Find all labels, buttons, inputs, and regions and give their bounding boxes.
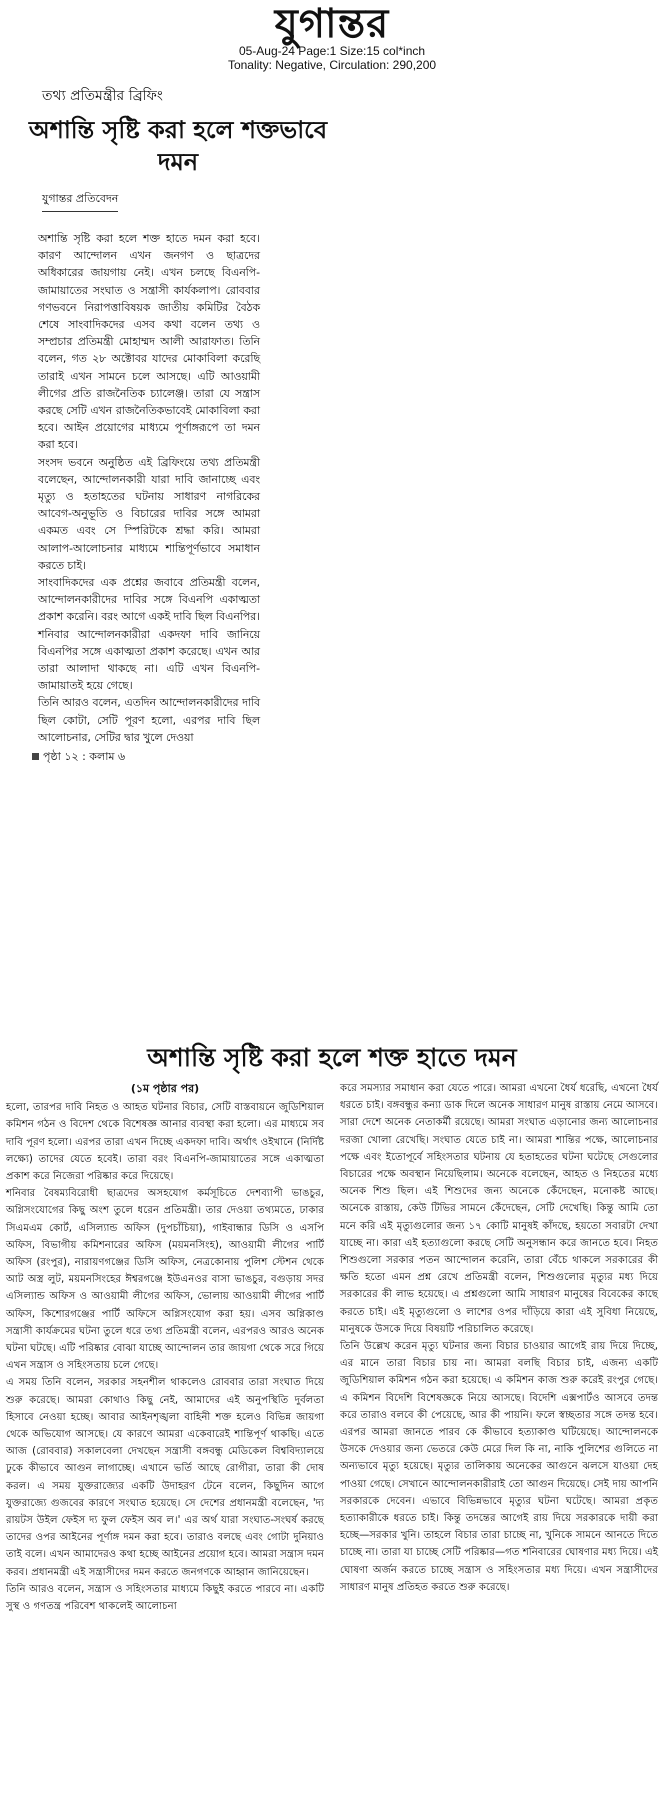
article-paragraph: সংসদ ভবনে অনুষ্ঠিত এই ব্রিফিংয়ে তথ্য প্রতিমন্ত্রী বলেছেন, আন্দোলনকারী যারা দাবি জানাচ্ছে এবং মৃত্যু ও হতাহতের ঘটনায় সাধারণ নাগরিকের আবেগ-অনুভূতি ও বিচারের দাবির সঙ্গে আমরা একমত এবং সে স্পিরিটকে শ্রদ্ধা করি। আমরা আলাপ-আলোচনার মাধ্যমে শান্তিপূর্ণভাবে সমাধান করতে চাই।: [38, 455, 260, 572]
continuation-right-column: [340, 1080, 658, 1615]
continuation-left-column: [6, 1080, 324, 1615]
continuation-paragraph: তিনি উল্লেখ করেন মৃত্যু ঘটনার জন্য বিচার চাওয়ার আগেই রায় দিয়ে দিচ্ছে, এর মানে তারা বিচার চায় না। আমরা বলছি বিচার চাই, এজন্য একটি জুডিশিয়াল কমিশন গঠন করা হয়েছে। এ কমিশন কাজ শুরু করেই রংপুর গেছে। এ কমিশন বিদেশি বিশেষজ্ঞকে নিয়ে আসছে। বিদেশি এক্সপার্টও আসবে তদন্ত করে তারাও বলবে কী পেয়েছে, আর কী পায়নি। ফলে স্বচ্ছতার সঙ্গে তদন্ত হবে। এরপর আমরা জানতে পারব কে কীভাবে হত্যাকাণ্ড ঘটিয়েছে। আন্দোলনকে উসকে দেওয়ার জন্য ভেতরে কেউ মেরে দিল কি না, নাকি পুলিশের গুলিতে না অন্যভাবে মৃত্যু হয়েছে। মৃত্যুর তালিকায় অনেকের আগুনে ঝলসে যাওয়া দেহ পাওয়া গেছে। সেখানে আন্দোলনকারীরাই তো আগুন দিয়েছে। সেই দায় আপনি সরকারকে দেবেন। এভাবে বিভিন্নভাবে মৃত্যুর ঘটনা ঘটেছে। আমরা প্রকৃত হত্যাকারীকে ধরতে চাই। কিন্তু তদন্তের আগেই রায় দিয়ে সরকারকে দায়ী করা হচ্ছে—সরকার খুনি। তাহলে বিচার তারা চাচ্ছে না, খুনিকে সামনে আনতে দিতে চাচ্ছে না। তারা যা চাচ্ছে সেটি পরিষ্কার—গত শনিবারের ঘোষণার মধ্য দিয়ে। এই ঘোষণা অর্জন করতে চাচ্ছে সন্ত্রাস ও সহিংসতার মধ্য দিয়ে। এখন সন্ত্রাসীদের সাধারণ মানুষ প্রতিহত করতে শুরু করেছে।: [340, 1341, 658, 1593]
clipping-tonality: Tonality: Negative, Circulation: 290,200: [227, 58, 437, 72]
continuation-paragraph: শনিবার বৈষম্যবিরোধী ছাত্রদের অসহযোগ কর্মসূচিতে দেশব্যাপী ভাঙচুর, অগ্নিসংযোগের কিছু অংশ তুলে ধরেন প্রতিমন্ত্রী। তার দেওয়া তথ্যমতে, ঢাকার সিএমএম কোর্ট, এসিল্যান্ড অফিস (দুপচাঁচিয়া), গাইবান্ধার ডিসি ও এসপি অফিস, বিভাগীয় কমিশনারের অফিস (ময়মনসিংহ), আওয়ামী লীগের পার্টি অফিস (রংপুর), নারায়ণগঞ্জের ডিসি অফিস, নেত্রকোনায় পুলিশ স্টেশন থেকে আট অস্ত্র লুট, ময়মনসিংহের ঈশ্বরগঞ্জে ইউএনওর বাসা ভাঙচুর, বগুড়ায় সদর এসিল্যান্ড অফিস ও আওয়ামী লীগের অফিস, ভোলায় আওয়ামী লীগের পার্টি অফিস, কিশোরগঞ্জের পার্টি অফিসে অগ্নিসংযোগ করা হয়। এসব অগ্নিকাণ্ড সন্ত্রাসী কার্যক্রমের ঘটনা তুলে ধরে তথ্য প্রতিমন্ত্রী বলেন, এরপরও আরও অনেক ঘটনা ঘটছে। এটি পরিষ্কার বোঝা যাচ্ছে আন্দোলন তার জায়গা থেকে সরে গিয়ে এখন সন্ত্রাস ও সহিংসতায় চলে গেছে।: [6, 1188, 324, 1372]
continuation-paragraph: এ সময় তিনি বলেন, সরকার সহনশীল থাকলেও রোববার তারা সংঘাত দিয়ে শুরু করেছে। আমরা কোথাও কিছু নেই, আমাদের এই অনুপস্থিতি দুর্বলতা হিসাবে নেওয়া হচ্ছে। আবার আইনশৃঙ্খলা বাহিনী শক্ত হলেও বিভিন্ন জায়গা থেকে অভিযোগ আসছে। যে কারণে আমরা একেবারেই শান্তিপূর্ণ থাকছি। এতে আজ (রোববার) সকালবেলা দেখছেন সন্ত্রাসী বঙ্গবন্ধু মেডিকেল বিশ্ববিদ্যালয়ে ঢুকে কীভাবে আগুন লাগাচ্ছে। এখানে ভর্তি আছে রোগীরা, তারা কী দোষ করল। এ সময় যুক্তরাজ্যের একটি উদাহরণ টেনে বলেন, কিছুদিন আগে যুক্তরাজ্যে গুজবের কারণে সংঘাত হয়েছে। সে দেশের প্রধানমন্ত্রী বলেছেন, 'দ্য রায়টস উইল ফেইস দ্য ফুল ফেইস অব ল।' এর অর্থ যারা সংঘাত-সংঘর্ষ করছে তাদের ওপর আইনের পূর্ণাঙ্গ দমন করা হবে। তারাও বলছে এবং গোটা দুনিয়াও তাই বলে। এখন আমাদেরও কথা হচ্ছে আইনের প্রয়োগ হবে। আমরা সন্ত্রাস দমন করব। প্রধানমন্ত্রী এই সন্ত্রাসীদের দমন করতে জনগণকে আহ্বান জানিয়েছেন।: [6, 1377, 324, 1578]
jump-text: পৃষ্ঠা ১২ : কলাম ৬: [43, 750, 126, 764]
continuation-headline: অশান্তি সৃষ্টি করা হলে শক্ত হাতে দমন: [147, 1043, 517, 1072]
article-paragraph: অশান্তি সৃষ্টি করা হলে শক্ত হাতে দমন করা হবে। কারণ আন্দোলন এখন জনগণ ও ছাত্রদের অধিকারের জায়গায় নেই। এখন চলছে বিএনপি-জামায়াতের সংঘাত ও সন্ত্রাসী কার্যকলাপ। রোববার গণভবনে নিরাপত্তাবিষয়ক জাতীয় কমিটির বৈঠক শেষে সাংবাদিকদের এসব কথা বলেন তথ্য ও সম্প্রচার প্রতিমন্ত্রী মোহাম্মদ আলী আরাফাত। তিনি বলেন, গত ২৮ অক্টোবর যাদের মোকাবিলা করেছি তারাই এখন সামনে চলে আসছে। এটি আওয়ামী লীগের প্রতি রাজনৈতিক চ্যালেঞ্জ। তারা যে সন্ত্রাস করছে সেটি এখন রাজনৈতিকভাবেই মোকাবিলা করা হবে। আইন প্রয়োগের মাধ্যমে পূর্ণাঙ্গরূপে তা দমন করা হবে।: [38, 232, 260, 452]
masthead: [0, 0, 664, 72]
front-page-article: [28, 84, 358, 767]
continuation-paragraph: তিনি আরও বলেন, সন্ত্রাস ও সহিংসতার মাধ্যমে কিছুই করতে পারবে না। একটি সুস্থ ও গণতন্ত্র পরিবেশ থাকলেই আলোচনা: [6, 1583, 324, 1613]
continuation-columns: [6, 1080, 658, 1615]
continuation-paragraph: করে সমস্যার সমাধান করা যেতে পারে। আমরা এখনো ধৈর্য ধরেছি, এখনো ধৈর্য ধরতে চাই। বঙ্গবন্ধুর কন্যা ডাক দিলে অনেক সাধারণ মানুষ রাস্তায় নেমে আসবে। সারা দেশে অনেক নেতাকর্মী রয়েছে। আমরা সংঘাত এড়ানোর জন্য আলোচনার দরজা খোলা রেখেছি। সংঘাত যেতে চাই না। আমরা শান্তির পক্ষে, আলোচনার পক্ষে এবং ইতোপূর্বে সহিংসতার ঘটনায় যে হতাহতের ঘটনা ঘটেছে সেগুলোর বিচারের পক্ষে অবস্থান নিয়েছিলাম। অনেকে বলেছেন, আহত ও নিহতের মধ্যে অনেক শিশু ছিল। এই শিশুদের জন্য অনেকে কেঁদেছেন, মনোকষ্ট আছে। অনেকে রাস্তায়, কেউ টিভির সামনে কেঁদেছেন, সেটি দেখেছি। কিন্তু আমি তো মনে করি এই মৃত্যুগুলোর জন্য ১৭ কোটি মানুষই কাঁদছে, হয়তো সবারটা দেখা যাচ্ছে না। কারা এই হত্যাগুলো করছে সেটি অনুসন্ধান করে জানতে হবে। নিহত শিশুগুলো সরকার পতন আন্দোলন করেনি, তারা বেঁচে থাকলে সরকারের কী ক্ষতি হতো এমন প্রশ্ন রেখে প্রতিমন্ত্রী বলেন, শিশুগুলোর মৃত্যুর মধ্য দিয়ে সরকারের কী লাভ হয়েছে। এ প্রশ্নগুলো আমি সাধারণ মানুষের বিবেকের কাছে করতে চাই। এই মৃত্যুগুলো ও লাশের ওপর দাঁড়িয়ে কারা এই সুবিধা নিয়েছে, মানুষকে উসকে দিয়ে বিষয়টি পরিচালিত করেছে।: [340, 1083, 658, 1335]
clipping-meta: 05-Aug-24 Page:1 Size:15 col*inch: [238, 44, 426, 58]
article-headline: অশান্তি সৃষ্টি করা হলে শক্তভাবে দমন: [28, 115, 328, 176]
jump-line: [32, 748, 358, 767]
article-byline: যুগান্তর প্রতিবেদন: [42, 190, 118, 212]
article-body: [38, 230, 260, 746]
continuation-paragraph: হলো, তারপর দাবি নিহত ও আহত ঘটনার বিচার, সেটি বাস্তবায়নে জুডিশিয়াল কমিশন গঠন ও বিদেশ থেকে বিশেষজ্ঞ আনার ব্যবস্থা করা হলো। এর মাধ্যমে সব দাবি পূরণ হলো। এরপর তারা এখন দিচ্ছে একদফা দাবি। অর্থাৎ ওইখানে (নির্দিষ্ট লক্ষ্যে) তাদের যেতে হবেই। তারা বরং বিএনপি-জামায়াতের সঙ্গে একাত্মতা প্রকাশ করে নিজেরা পরিষ্কার করে দিয়েছে।: [6, 1102, 324, 1183]
article-paragraph: সাংবাদিকদের এক প্রশ্নের জবাবে প্রতিমন্ত্রী বলেন, আন্দোলনকারীদের দাবির সঙ্গে বিএনপি একাত্মতা প্রকাশ করেনি। বরং আগে একই দাবি ছিল বিএনপির। শনিবার আন্দোলনকারীরা একদফা দাবি জানিয়ে বিএনপির সঙ্গে একাত্মতা প্রকাশ করেছে। এখন আর তারা আলাদা থাকছে না। এটি এখন বিএনপি-জামায়াতই হয়ে গেছে।: [38, 576, 260, 693]
article-kicker: তথ্য প্রতিমন্ত্রীর ব্রিফিং: [42, 88, 163, 104]
newspaper-logo: যুগান্তর: [274, 0, 390, 47]
continuation-article: [6, 1040, 658, 1615]
article-paragraph: তিনি আরও বলেন, এতদিন আন্দোলনকারীদের দাবি ছিল কোটা, সেটি পূরণ হলো, এরপর দাবি ছিল আলোচনার, সেটির দ্বার খুলে দেওয়া: [38, 696, 260, 744]
continued-from-label: (১ম পৃষ্ঠার পর): [130, 1082, 200, 1095]
square-bullet-icon: [32, 753, 39, 760]
